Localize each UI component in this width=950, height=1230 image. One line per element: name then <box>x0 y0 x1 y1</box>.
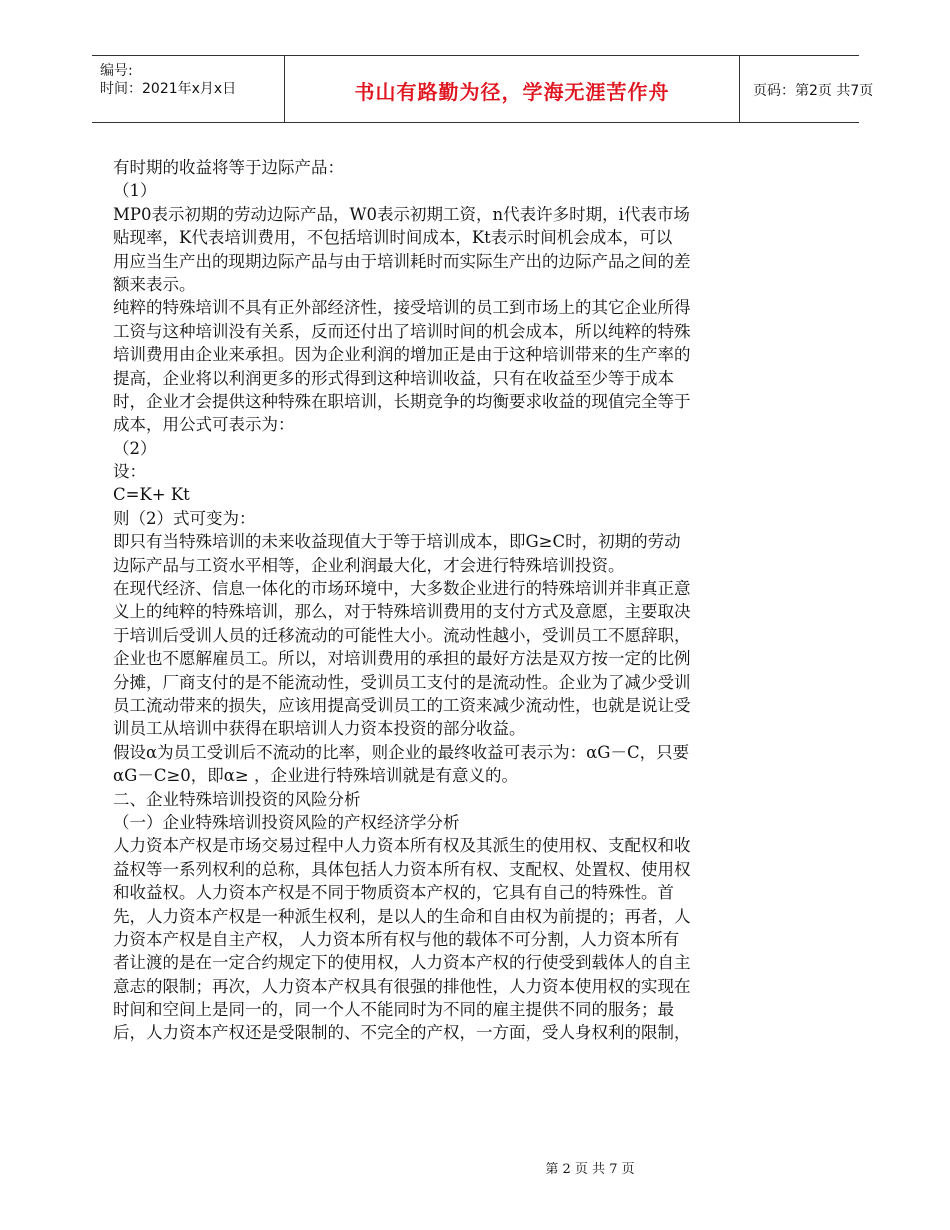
text-line: 设： <box>113 462 146 482</box>
text-line: 成本，用公式可表示为： <box>113 415 295 435</box>
header-page-number: 页码：第2页 共7页 <box>753 83 874 99</box>
text-line: 纯粹的特殊培训不具有正外部经济性，接受培训的员工到市场上的其它企业所得 <box>113 298 691 318</box>
text-line: 在现代经济、信息一体化的市场环境中，大多数企业进行的特殊培训并非真正意 <box>113 579 691 599</box>
text-line: 者让渡的是在一定合约规定下的使用权，人力资本产权的行使受到载体人的自主 <box>113 953 691 973</box>
text-line: 人力资本产权是市场交易过程中人力资本所有权及其派生的使用权、支配权和收 <box>113 836 691 856</box>
text-line: （2） <box>113 438 157 458</box>
text-line: 二、企业特殊培训投资的风险分析 <box>113 789 361 809</box>
footer-page-number: 第 2 页 共 7 页 <box>545 1162 635 1177</box>
text-line: （1） <box>113 181 157 201</box>
text-line: 则（2）式可变为： <box>113 508 256 528</box>
header-info-cell <box>92 56 284 122</box>
text-line: 训员工从培训中获得在职培训人力资本投资的部分收益。 <box>113 719 526 739</box>
document-number-label: 编号: <box>100 63 133 79</box>
text-line: 于培训后受训人员的迁移流动的可能性大小。流动性越小，受训员工不愿辞职， <box>113 625 691 645</box>
text-line: （一）企业特殊培训投资风险的产权经济学分析 <box>113 812 460 832</box>
page-footer <box>0 1158 950 1177</box>
text-line: 工资与这种培训没有关系，反而还付出了培训时间的机会成本，所以纯粹的特殊 <box>113 321 691 341</box>
text-line: 即只有当特殊培训的未来收益现值大于等于培训成本，即G≥C时，初期的劳动 <box>113 532 681 552</box>
text-line: 分摊，厂商支付的是不能流动性，受训员工支付的是流动性。企业为了减少受训 <box>113 672 691 692</box>
text-line: 时间和空间上是同一的，同一个人不能同时为不同的雇主提供不同的服务；最 <box>113 1000 674 1020</box>
document-time-label: 时间：2021年x月x日 <box>100 81 237 97</box>
text-line: 后，人力资本产权还是受限制的、不完全的产权，一方面，受人身权利的限制， <box>113 1023 691 1043</box>
text-line: 培训费用由企业来承担。因为企业利润的增加正是由于这种培训带来的生产率的 <box>113 345 691 365</box>
text-line: 额来表示。 <box>113 274 196 294</box>
text-line: 企业也不愿解雇员工。所以，对培训费用的承担的最好方法是双方按一定的比例 <box>113 649 691 669</box>
text-line: 有时期的收益将等于边际产品： <box>113 158 344 177</box>
text-line: 意志的限制；再次，人力资本产权具有很强的排他性，人力资本使用权的实现在 <box>113 976 691 996</box>
header-motto-cell <box>284 56 740 122</box>
text-line: αG－C≥0，即α≥ ，企业进行特殊培训就是有意义的。 <box>113 766 518 786</box>
text-line: 先，人力资本产权是一种派生权利，是以人的生命和自由权为前提的；再者，人 <box>113 906 691 926</box>
header-page-cell <box>739 56 874 122</box>
text-line: C=K+ Kt <box>113 485 190 505</box>
text-line: 用应当生产出的现期边际产品与由于培训耗时而实际生产出的边际产品之间的差 <box>113 251 691 271</box>
text-line: 和收益权。人力资本产权是不同于物质资本产权的，它具有自己的特殊性。首 <box>113 883 674 903</box>
text-line: MP0表示初期的劳动边际产品，W0表示初期工资，n代表许多时期，i代表市场 <box>113 204 690 224</box>
document-body <box>113 156 773 1045</box>
text-line: 边际产品与工资水平相等，企业利润最大化，才会进行特殊培训投资。 <box>113 555 625 575</box>
text-line: 时，企业才会提供这种特殊在职培训，长期竞争的均衡要求收益的现值完全等于 <box>113 391 691 411</box>
text-line: 假设α为员工受训后不流动的比率，则企业的最终收益可表示为：αG－C，只要 <box>113 742 690 762</box>
text-line: 力资本产权是自主产权， 人力资本所有权与他的载体不可分割，人力资本所有 <box>113 929 680 949</box>
page-header <box>92 55 874 123</box>
text-line: 员工流动带来的损失，应该用提高受训员工的工资来减少流动性，也就是说让受 <box>113 695 691 715</box>
text-line: 贴现率，K代表培训费用，不包括培训时间成本，Kt表示时间机会成本，可以 <box>113 228 673 248</box>
text-line: 义上的纯粹的特殊培训，那么，对于特殊培训费用的支付方式及意愿，主要取决 <box>113 602 691 622</box>
header-motto: 书山有路勤为径，学海无涯苦作舟 <box>354 80 670 104</box>
text-line: 益权等一系列权利的总称，具体包括人力资本所有权、支配权、处置权、使用权 <box>113 859 691 879</box>
text-line: 提高，企业将以利润更多的形式得到这种培训收益，只有在收益至少等于成本 <box>113 368 674 388</box>
